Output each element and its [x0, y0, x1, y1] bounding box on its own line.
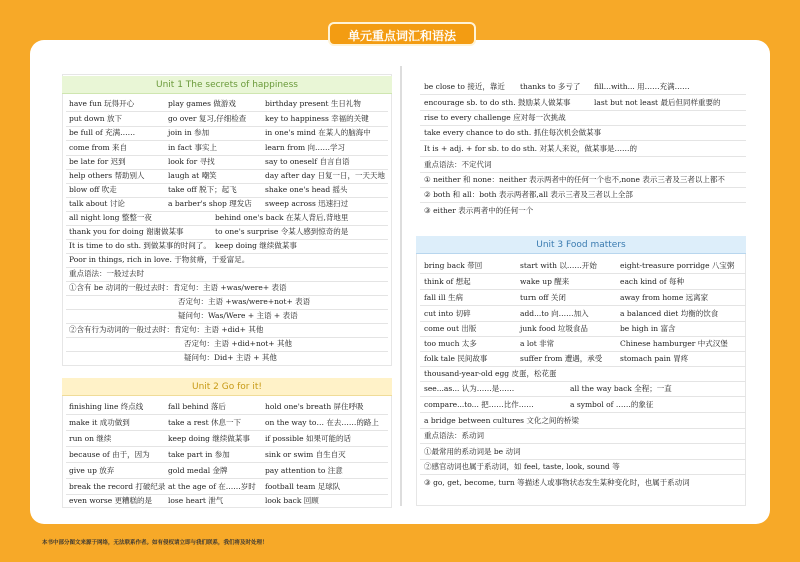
vocab-item: last but not least 最后但同样重要的	[594, 98, 721, 107]
row-divider	[420, 187, 746, 188]
row-divider	[420, 351, 746, 352]
vocab-item: go over 复习,仔细检查	[168, 114, 247, 123]
copyright-notice: 本书中部分图文来源于网络，无法联系作者。如有侵权请立即与我们联系，我们将及时处理！	[42, 540, 268, 546]
vocab-item: a barber's shop 理发店	[168, 199, 252, 208]
vocab-item: learn from 向……学习	[265, 143, 345, 152]
vocab-item: be late for 迟到	[69, 157, 126, 166]
row-divider	[420, 443, 746, 444]
row-divider	[420, 428, 746, 429]
vocab-item: stomach pain 胃疼	[620, 354, 689, 363]
row-divider	[66, 309, 388, 310]
vocab-item: turn off 关闭	[520, 293, 566, 302]
row-divider	[420, 321, 746, 322]
vocab-item: all night long 整整一夜	[69, 213, 152, 222]
vocab-item: fall behind 落后	[168, 402, 226, 411]
vocab-item: add...to 向……加入	[520, 309, 589, 318]
vocab-item: talk about 讨论	[69, 199, 125, 208]
vocab-item: sink or swim 自生自灭	[265, 450, 346, 459]
row-divider	[66, 295, 388, 296]
row-divider	[66, 111, 388, 112]
vocab-item: Chinese hamburger 中式汉堡	[620, 339, 728, 348]
vocab-item: It is + adj. + for sb. to do sth. 对某人来说，做某事是……的	[424, 144, 637, 153]
vocab-item: keep doing 继续做某事	[168, 434, 250, 443]
vocab-item: a symbol of ……的象征	[570, 400, 654, 409]
vocab-item: football team 足球队	[265, 482, 341, 491]
vocab-item: start with 以……开始	[520, 261, 597, 270]
vocab-item: in fact 事实上	[168, 143, 217, 152]
vocab-item: eight-treasure porridge 八宝粥	[620, 261, 735, 270]
row-divider	[420, 172, 746, 173]
vocab-item: help others 帮助别人	[69, 171, 145, 180]
vocab-item: away from home 远离家	[620, 293, 709, 302]
vocab-item: folk tale 民间故事	[424, 354, 488, 363]
unit2-heading: Unit 2 Go for it!	[62, 378, 392, 396]
grammar-line: ②含有行为动词的一般过去时：肯定句：主语 +did+ 其他	[69, 325, 264, 334]
vocab-item: think of 想起	[424, 277, 471, 286]
grammar-line: 否定句：主语 +did+not+ 其他	[184, 339, 292, 348]
grammar-line: 疑问句：Was/Were + 主语 + 表语	[178, 311, 298, 320]
vocab-item: shake one's head 摇头	[265, 185, 348, 194]
row-divider	[66, 446, 388, 447]
vocab-item: see...as... 认为……是……	[424, 384, 515, 393]
vocab-item: each kind of 每种	[620, 277, 684, 286]
row-divider	[66, 337, 388, 338]
row-divider	[420, 396, 746, 397]
vocab-item: pay attention to 注意	[265, 466, 343, 475]
vocab-item: take part in 参加	[168, 450, 230, 459]
vocab-item: hold one's breath 屏住呼吸	[265, 402, 364, 411]
row-divider	[66, 169, 388, 170]
vocab-item: break the record 打破纪录	[69, 482, 166, 491]
vocab-item: fall ill 生病	[424, 293, 464, 302]
row-divider	[66, 211, 388, 212]
vocab-item: junk food 垃圾食品	[520, 324, 588, 333]
vocab-item: blow off 吹走	[69, 185, 117, 194]
vocab-item: join in 参加	[168, 128, 210, 137]
grammar-line: ② both 和 all：both 表示两者都,all 表示三者及三者以上全部	[424, 190, 633, 199]
vocab-item: gold medal 金牌	[168, 466, 228, 475]
unit1-heading: Unit 1 The secrets of happiness	[62, 76, 392, 94]
row-divider	[66, 126, 388, 127]
vocab-item: take off 脱下；起飞	[168, 185, 237, 194]
saying: Poor in things, rich in love. 于物贫瘠，于爱富足。	[69, 255, 250, 264]
vocab-item: look back 回顾	[265, 496, 319, 505]
vocab-item: thank you for doing 谢谢做某事	[69, 227, 184, 236]
vocab-item: run on 继续	[69, 434, 112, 443]
vocab-item: play games 做游戏	[168, 99, 236, 108]
row-divider	[66, 197, 388, 198]
vocab-item: to one's surprise 令某人感到惊奇的是	[215, 227, 349, 236]
row-divider	[420, 289, 746, 290]
vocab-item: laugh at 嘲笑	[168, 171, 217, 180]
row-divider	[420, 459, 746, 460]
row-divider	[420, 305, 746, 306]
vocab-item: thousand-year-old egg 皮蛋，松花蛋	[424, 369, 557, 378]
grammar-line: ①含有 be 动词的一般过去时：肯定句：主语 +was/were+ 表语	[69, 283, 287, 292]
vocab-item: encourage sb. to do sth. 鼓励某人做某事	[424, 98, 571, 107]
vocab-item: take every chance to do sth. 抓住每次机会做某事	[424, 128, 602, 137]
vocab-item: key to happiness 幸福的关键	[265, 114, 369, 123]
grammar-line: ③ either 表示两者中的任何一个	[424, 206, 534, 215]
vocab-item: a lot 非常	[520, 339, 555, 348]
vocab-item: even worse 更糟糕的是	[69, 496, 153, 505]
grammar-line: 否定句：主语 +was/were+not+ 表语	[178, 297, 311, 306]
row-divider	[66, 478, 388, 479]
vocab-item: make it 成功做到	[69, 418, 130, 427]
row-divider	[66, 430, 388, 431]
vocab-item: lose heart 泄气	[168, 496, 224, 505]
vocab-item: come from 来自	[69, 143, 128, 152]
row-divider	[420, 381, 746, 382]
row-divider	[66, 323, 388, 324]
vocab-item: suffer from 遭遇，承受	[520, 354, 603, 363]
row-divider	[420, 156, 746, 157]
row-divider	[420, 366, 746, 367]
row-divider	[420, 110, 746, 111]
vocab-item: take a rest 休息一下	[168, 418, 241, 427]
vocab-item: look for 寻找	[168, 157, 215, 166]
vocab-item: too much 太多	[424, 339, 477, 348]
row-divider	[66, 140, 388, 141]
grammar-title: 重点语法：系动词	[424, 431, 484, 440]
vocab-item: be close to 接近，靠近	[424, 82, 505, 91]
row-divider	[66, 155, 388, 156]
row-divider	[420, 202, 746, 203]
vocab-item: thanks to 多亏了	[520, 82, 581, 91]
vocab-item: put down 放下	[69, 114, 122, 123]
vocab-item: a balanced diet 均衡的饮食	[620, 309, 719, 318]
row-divider	[420, 125, 746, 126]
row-divider	[66, 414, 388, 415]
vocab-item: sweep across 迅速扫过	[265, 199, 349, 208]
page-title: 单元重点词汇和语法	[328, 22, 476, 46]
vocab-item: at the age of 在……岁时	[168, 482, 256, 491]
unit3-heading: Unit 3 Food matters	[416, 236, 746, 254]
row-divider	[66, 183, 388, 184]
vocab-item: rise to every challenge 应对每一次挑战	[424, 113, 566, 122]
vocab-item: give up 放弃	[69, 466, 115, 475]
row-divider	[66, 462, 388, 463]
vocab-item: wake up 醒来	[520, 277, 570, 286]
grammar-line: ③ go, get, become, turn 等描述人或事物状态发生某种变化时，也属于系动词	[424, 478, 690, 487]
vocab-item: come out 出版	[424, 324, 477, 333]
vocab-item: all the way back 全程；一直	[570, 384, 672, 393]
vocab-item: have fun 玩得开心	[69, 99, 135, 108]
vocab-item: say to oneself 自言自语	[265, 157, 350, 166]
vocab-item: be full of 充满……	[69, 128, 136, 137]
vocab-item: bring back 带回	[424, 261, 483, 270]
row-divider	[420, 140, 746, 141]
vocab-item: keep doing 继续做某事	[215, 241, 297, 250]
row-divider	[66, 351, 388, 352]
vocab-item: compare...to... 把……比作……	[424, 400, 534, 409]
vocab-item: behind one's back 在某人背后,背地里	[215, 213, 349, 222]
book-spine	[400, 66, 402, 506]
vocab-item: in one's mind 在某人的脑海中	[265, 128, 371, 137]
grammar-line: ②感官动词也属于系动词，如 feel, taste, look, sound 等	[424, 462, 620, 471]
grammar-title: 重点语法：不定代词	[424, 160, 492, 169]
vocab-item: because of 由于，因为	[69, 450, 150, 459]
row-divider	[66, 281, 388, 282]
vocab-item: It is time to do sth. 到做某事的时间了。	[69, 241, 211, 250]
vocab-item: if possible 如果可能的话	[265, 434, 351, 443]
row-divider	[420, 94, 746, 95]
grammar-title: 重点语法：一般过去时	[69, 269, 144, 278]
row-divider	[66, 267, 388, 268]
row-divider	[420, 412, 746, 413]
vocab-item: fill...with... 用……充满……	[594, 82, 690, 91]
vocab-item: cut into 切碎	[424, 309, 471, 318]
vocab-item: day after day 日复一日，一天天地	[265, 171, 385, 180]
row-divider	[420, 273, 746, 274]
grammar-line: ①最常用的系动词是 be 动词	[424, 447, 521, 456]
row-divider	[420, 336, 746, 337]
vocab-item: on the way to… 在去……的路上	[265, 418, 379, 427]
row-divider	[66, 494, 388, 495]
vocab-item: birthday present 生日礼物	[265, 99, 361, 108]
vocab-item: a bridge between cultures 文化之间的桥梁	[424, 416, 579, 425]
row-divider	[66, 253, 388, 254]
row-divider	[420, 474, 746, 475]
row-divider	[66, 239, 388, 240]
vocab-item: finishing line 终点线	[69, 402, 144, 411]
row-divider	[66, 225, 388, 226]
grammar-line: ① neither 和 none：neither 表示两者中的任何一个也不,none 表示三者及三者以上都不	[424, 175, 725, 184]
grammar-line: 疑问句：Did+ 主语 + 其他	[184, 353, 277, 362]
vocab-item: be high in 富含	[620, 324, 676, 333]
